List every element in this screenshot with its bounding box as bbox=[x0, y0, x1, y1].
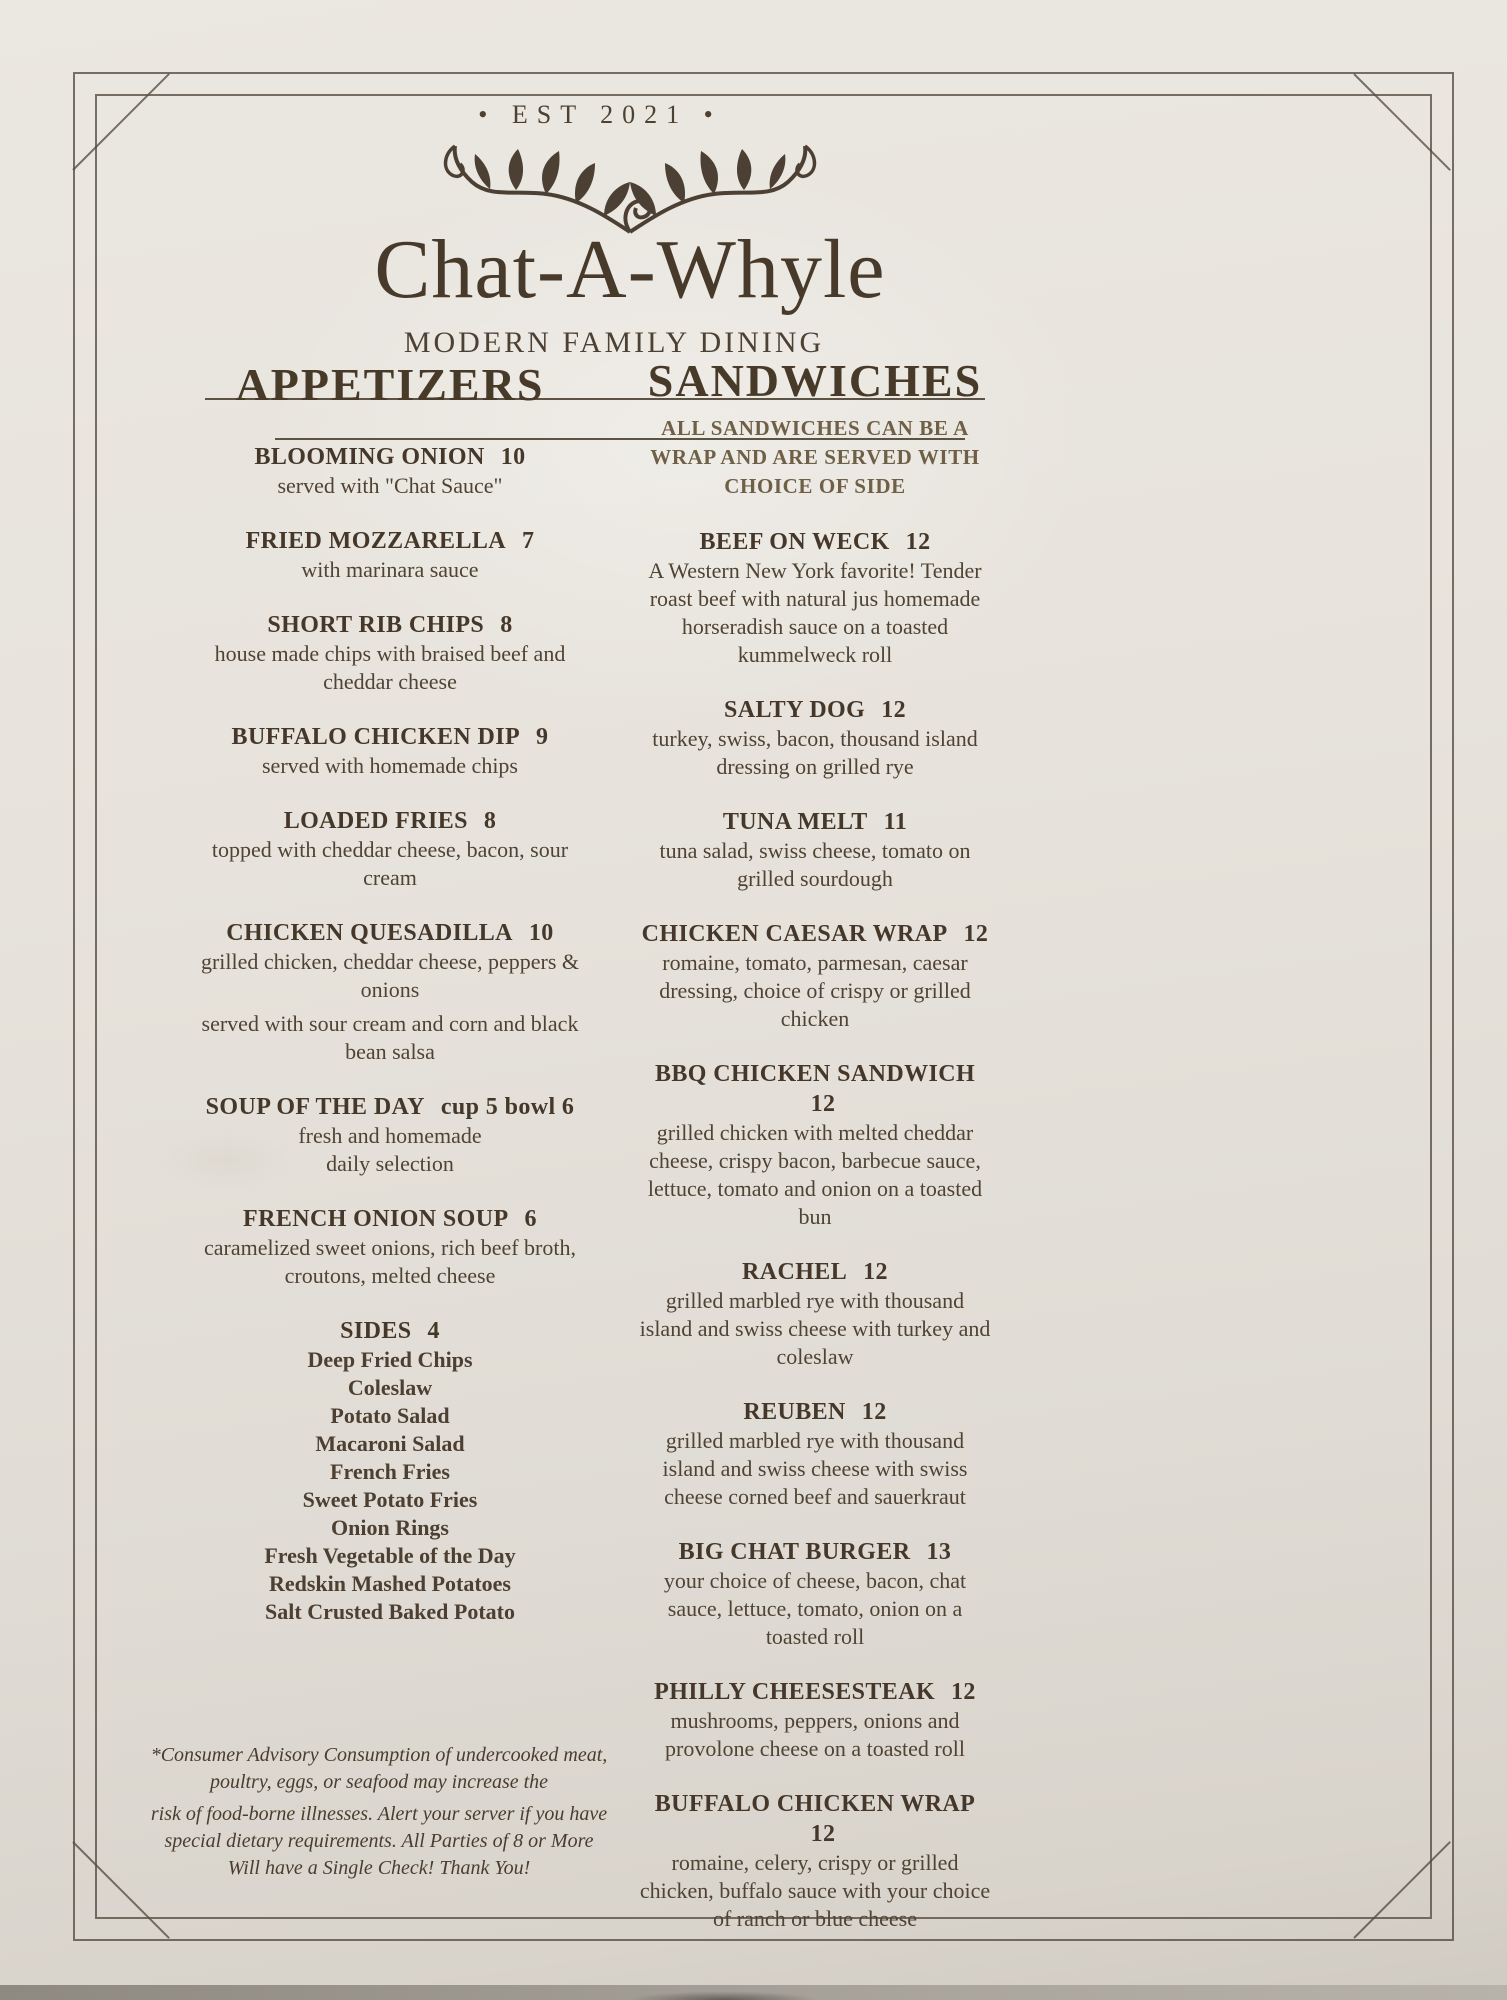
item-description: caramelized sweet onions, rich beef broth, croutons, melted cheese bbox=[203, 1235, 576, 1288]
menu-item bbox=[638, 1677, 992, 1763]
item-name: SHORT RIB CHIPS bbox=[267, 612, 485, 638]
menu-item bbox=[638, 807, 992, 893]
item-name: CHICKEN CAESAR WRAP bbox=[641, 921, 948, 947]
side-option: Macaroni Salad bbox=[315, 1431, 465, 1456]
appetizers-title: APPETIZERS bbox=[235, 359, 545, 410]
item-price: 12 bbox=[951, 1679, 976, 1705]
item-header bbox=[185, 1092, 595, 1122]
item-header bbox=[638, 1059, 992, 1119]
item-description: turkey, swiss, bacon, thousand island dressing on grilled rye bbox=[652, 726, 978, 779]
item-name: BBQ CHICKEN SANDWICH bbox=[654, 1061, 976, 1087]
item-description: grilled marbled rye with thousand island and swiss cheese with turkey and coleslaw bbox=[639, 1288, 991, 1369]
item-header bbox=[638, 695, 992, 725]
side-option: Sweet Potato Fries bbox=[302, 1487, 478, 1512]
item-name: BUFFALO CHICKEN DIP bbox=[231, 724, 521, 750]
item-price: 11 bbox=[883, 809, 908, 835]
advisory-line-1: *Consumer Advisory Consumption of undercooked meat, poultry, eggs, or seafood may increase the bbox=[150, 1744, 608, 1793]
item-price: 8 bbox=[500, 612, 513, 638]
item-description: grilled chicken, cheddar cheese, peppers & onions bbox=[200, 949, 580, 1002]
item-header bbox=[638, 807, 992, 837]
item-description: romaine, celery, crispy or grilled chicken, buffalo sauce with your choice of ranch or blue cheese bbox=[639, 1850, 991, 1931]
menu-item bbox=[185, 1204, 595, 1290]
item-price: 13 bbox=[926, 1539, 952, 1565]
established-text: • EST 2021 • bbox=[478, 100, 722, 129]
consumer-advisory bbox=[150, 1742, 608, 1887]
item-price: 10 bbox=[528, 920, 554, 946]
restaurant-name: Chat-A-Whyle bbox=[374, 223, 886, 316]
menu-item bbox=[638, 1789, 992, 1933]
item-price: 12 bbox=[863, 1259, 888, 1285]
item-price: 12 bbox=[881, 697, 906, 723]
side-option: Salt Crusted Baked Potato bbox=[265, 1599, 515, 1624]
item-description: served with "Chat Sauce" bbox=[277, 473, 503, 498]
item-description-2: served with sour cream and corn and black bean salsa bbox=[201, 1011, 579, 1064]
side-option: Coleslaw bbox=[347, 1375, 433, 1400]
advisory-line-2: risk of food-borne illnesses. Alert your server if you have special dietary requirements. All Parties of 8 or More Will have a Single Check! Thank You! bbox=[150, 1803, 608, 1879]
menu-item bbox=[185, 526, 595, 584]
sandwiches-section bbox=[638, 355, 992, 1959]
item-description: fresh and homemade bbox=[298, 1123, 482, 1148]
menu-item bbox=[638, 1397, 992, 1511]
item-price: 4 bbox=[427, 1318, 440, 1344]
menu-header bbox=[150, 100, 1050, 360]
item-name: PHILLY CHEESESTEAK bbox=[654, 1679, 936, 1705]
item-name: FRIED MOZZARELLA bbox=[245, 528, 507, 554]
item-description: topped with cheddar cheese, bacon, sour cream bbox=[211, 837, 569, 890]
item-name: SIDES bbox=[340, 1318, 412, 1344]
item-name: BUFFALO CHICKEN WRAP bbox=[654, 1791, 976, 1817]
menu-item bbox=[638, 1059, 992, 1231]
item-header bbox=[185, 1316, 595, 1346]
item-header bbox=[185, 918, 595, 948]
item-description: romaine, tomato, parmesan, caesar dressing, choice of crispy or grilled chicken bbox=[659, 950, 971, 1031]
item-header bbox=[185, 722, 595, 752]
item-description: served with homemade chips bbox=[262, 753, 518, 778]
menu-item bbox=[185, 722, 595, 780]
item-description: your choice of cheese, bacon, chat sauce, lettuce, tomato, onion on a toasted roll bbox=[663, 1568, 967, 1649]
item-name: BEEF ON WECK bbox=[699, 529, 890, 555]
item-price: 8 bbox=[483, 808, 497, 834]
photo-bottom-edge bbox=[0, 1985, 1507, 2000]
item-price: 6 bbox=[524, 1206, 537, 1232]
item-header bbox=[185, 806, 595, 836]
menu-item bbox=[638, 919, 992, 1033]
item-header bbox=[638, 1397, 992, 1427]
item-price: 12 bbox=[905, 529, 931, 555]
item-header bbox=[638, 1537, 992, 1567]
side-option: Onion Rings bbox=[331, 1515, 449, 1540]
item-header bbox=[185, 526, 595, 556]
item-description: tuna salad, swiss cheese, tomato on grilled sourdough bbox=[659, 838, 971, 891]
item-name: CHICKEN QUESADILLA bbox=[226, 920, 513, 946]
appetizers-section bbox=[185, 359, 595, 1652]
item-header bbox=[638, 1677, 992, 1707]
tagline-text: MODERN FAMILY DINING bbox=[403, 326, 825, 360]
menu-item bbox=[638, 1257, 992, 1371]
item-price: cup 5 bowl 6 bbox=[440, 1094, 575, 1120]
menu-item bbox=[638, 527, 992, 669]
item-name: LOADED FRIES bbox=[283, 808, 468, 834]
item-header bbox=[638, 1257, 992, 1287]
side-option: French Fries bbox=[330, 1459, 450, 1484]
item-description: grilled marbled rye with thousand island and swiss cheese with swiss cheese corned beef and sauerkraut bbox=[662, 1428, 968, 1509]
item-description: A Western New York favorite! Tender roast beef with natural jus homemade horseradish sauce on a toasted kummelweck roll bbox=[648, 558, 982, 667]
item-description: mushrooms, peppers, onions and provolone cheese on a toasted roll bbox=[665, 1708, 965, 1761]
item-name: FRENCH ONION SOUP bbox=[243, 1206, 509, 1232]
menu-item bbox=[185, 918, 595, 1066]
menu-item bbox=[185, 1092, 595, 1178]
item-header bbox=[185, 610, 595, 640]
sides-list bbox=[185, 1316, 595, 1626]
item-price: 12 bbox=[963, 921, 989, 947]
item-header bbox=[185, 442, 595, 472]
item-description: house made chips with braised beef and cheddar cheese bbox=[214, 641, 566, 694]
item-header bbox=[638, 919, 992, 949]
side-option: Fresh Vegetable of the Day bbox=[264, 1543, 516, 1568]
menu-item bbox=[185, 806, 595, 892]
menu-item bbox=[638, 1537, 992, 1651]
item-price: 10 bbox=[500, 444, 526, 470]
side-option: Deep Fried Chips bbox=[307, 1347, 473, 1372]
side-option: Potato Salad bbox=[330, 1403, 450, 1428]
item-header bbox=[638, 1789, 992, 1849]
sandwiches-subtitle: ALL SANDWICHES CAN BE A WRAP AND ARE SERVED WITH CHOICE OF SIDE bbox=[650, 416, 980, 498]
side-option: Redskin Mashed Potatoes bbox=[268, 1571, 511, 1596]
item-price: 12 bbox=[810, 1091, 836, 1117]
menu-item bbox=[185, 610, 595, 696]
item-name: RACHEL bbox=[742, 1259, 848, 1285]
item-name: SOUP OF THE DAY bbox=[205, 1094, 425, 1120]
item-description: with marinara sauce bbox=[301, 557, 479, 582]
menu-item bbox=[638, 695, 992, 781]
item-name: SALTY DOG bbox=[723, 697, 866, 723]
item-name: TUNA MELT bbox=[722, 809, 868, 835]
item-price: 7 bbox=[522, 528, 535, 554]
item-header bbox=[638, 527, 992, 557]
item-name: BIG CHAT BURGER bbox=[678, 1539, 911, 1565]
item-header bbox=[185, 1204, 595, 1234]
item-name: REUBEN bbox=[743, 1399, 846, 1425]
sandwiches-title: SANDWICHES bbox=[647, 355, 983, 406]
item-description-2: daily selection bbox=[326, 1151, 454, 1176]
item-price: 12 bbox=[810, 1821, 836, 1847]
item-name: BLOOMING ONION bbox=[254, 444, 485, 470]
menu-item bbox=[185, 442, 595, 500]
item-price: 9 bbox=[536, 724, 549, 750]
item-description: grilled chicken with melted cheddar cheese, crispy bacon, barbecue sauce, lettuce, tomato and onion on a toasted bun bbox=[647, 1120, 983, 1229]
item-price: 12 bbox=[861, 1399, 887, 1425]
